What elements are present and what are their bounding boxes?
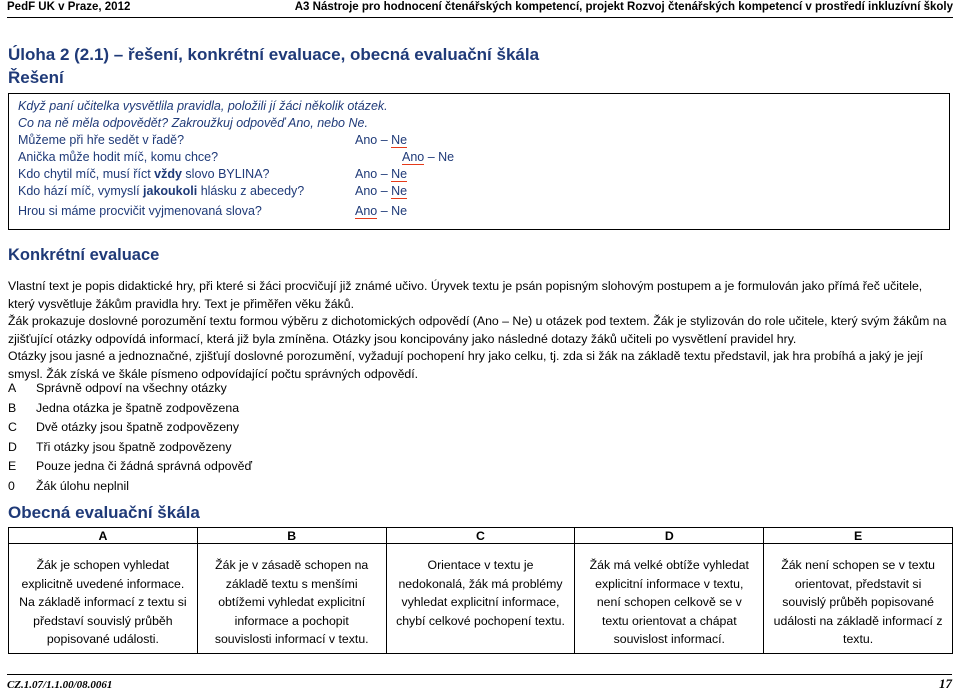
question-1: Můžeme při hře sedět v řadě? [18,133,185,147]
scale-heading: Obecná evaluační škála [8,503,200,522]
answer-1: Ano – Ne [355,133,408,147]
answer-4: Ano – Ne [355,184,408,198]
question-3: Kdo chytil míč, musí říct vždy slovo BYLINA? [18,167,270,181]
task-line-2: Co na ně měla odpovědět? Zakroužkuj odpověď Ano, nebo Ne. [18,116,368,130]
evaluation-paragraph-1: Vlastní text je popis didaktické hry, při které si žáci procvičují již známé učivo. Úryvek textu je psán popisným slohovým postupem a je formulován jako přímá řeč učitele, který vysvětluje žákům pravidla hry. Text je přiměřen věku žáků. [8,279,923,311]
answer-3: Ano – Ne [355,167,408,181]
evaluation-heading: Konkrétní evaluace [8,246,160,264]
scale-cell-b: Žák je v zásadě schopen na základě textu s menšími obtížemi vyhledat explicitní informace a pochopit souvislosti informací v textu. [197,544,386,654]
page-footer [7,674,952,692]
scale-col-d: D [575,528,764,544]
scale-col-b: B [197,528,386,544]
answer-2: Ano – Ne [402,150,455,164]
scale-header-row [9,528,953,544]
criterion-item: A Správně odpoví na všechny otázky [8,381,227,395]
criterion-item: D Tři otázky jsou špatně zodpovězeny [8,439,232,454]
page-header [7,0,953,18]
evaluation-paragraph-3: Otázky jsou jasné a jednoznačné, zjišťují doslovné porozumění, vyžadují pochopení hry jako celku, tj. zda si žák na základě textu představil, jak hra probíhá a jaký je její smysl. Žák získá ve škále písmeno odpovídající počtu správných odpovědí. [8,349,924,381]
scale-table [8,527,953,654]
scale-cell-a: Žák je schopen vyhledat explicitně uvedené informace. Na základě informací z textu si představí souvislý průběh popisované události. [9,544,198,654]
criteria-list [8,381,252,498]
solution-box [8,93,950,230]
scale-row [9,544,953,654]
section-solution-heading: Řešení [8,68,64,87]
footer-project-code: CZ.1.07/1.1.00/08.0061 [7,679,113,691]
header-institution: PedF UK v Praze, 2012 [7,1,131,13]
criterion-item: B Jedna otázka je špatně zodpovězena [8,400,240,415]
question-5: Hrou si máme procvičit vyjmenovaná slova? [18,204,262,218]
criterion-item: 0 Žák úlohu neplnil [8,478,129,493]
criterion-item: E Pouze jedna či žádná správná odpověď [8,459,253,473]
page-number: 17 [939,676,952,691]
header-project: A3 Nástroje pro hodnocení čtenářských kompetencí, projekt Rozvoj čtenářských kompetencí v prostředí inkluzívní školy [294,1,953,13]
answer-5: Ano – Ne [355,204,408,218]
page-title: Úloha 2 (2.1) – řešení, konkrétní evaluace, obecná evaluační škála [8,45,540,64]
scale-col-c: C [386,528,575,544]
evaluation-paragraph-2: Žák prokazuje doslovné porozumění textu formou výběru z dichotomických odpovědí (Ano – Ne) u otázek pod textem. Žák je stylizován do role učitele, který svým žákům na zjišťující otázky odpovídá informací, která již byla zmíněna. Otázky jsou koncipovány jako následné dotazy žáků učiteli po vysvětlení pravidel hry. [8,314,947,346]
scale-cell-e: Žák není schopen se v textu orientovat, představit si souvislý průběh popisované události na základě informací z textu. [764,544,953,654]
question-4: Kdo hází míč, vymyslí jakoukoli hlásku z abecedy? [18,184,305,198]
scale-col-a: A [9,528,198,544]
question-2: Anička může hodit míč, komu chce? [18,150,219,164]
scale-col-e: E [764,528,953,544]
scale-cell-d: Žák má velké obtíže vyhledat explicitní informace v textu, není schopen celkově se v textu orientovat a chápat souvislost informací. [575,544,764,654]
task-line-1: Když paní učitelka vysvětlila pravidla, položili jí žáci několik otázek. [18,99,388,113]
scale-cell-c: Orientace v textu je nedokonalá, žák má problémy vyhledat explicitní informace, chybí celkové pochopení textu. [386,544,575,654]
criterion-item: C Dvě otázky jsou špatně zodpovězeny [8,420,240,434]
